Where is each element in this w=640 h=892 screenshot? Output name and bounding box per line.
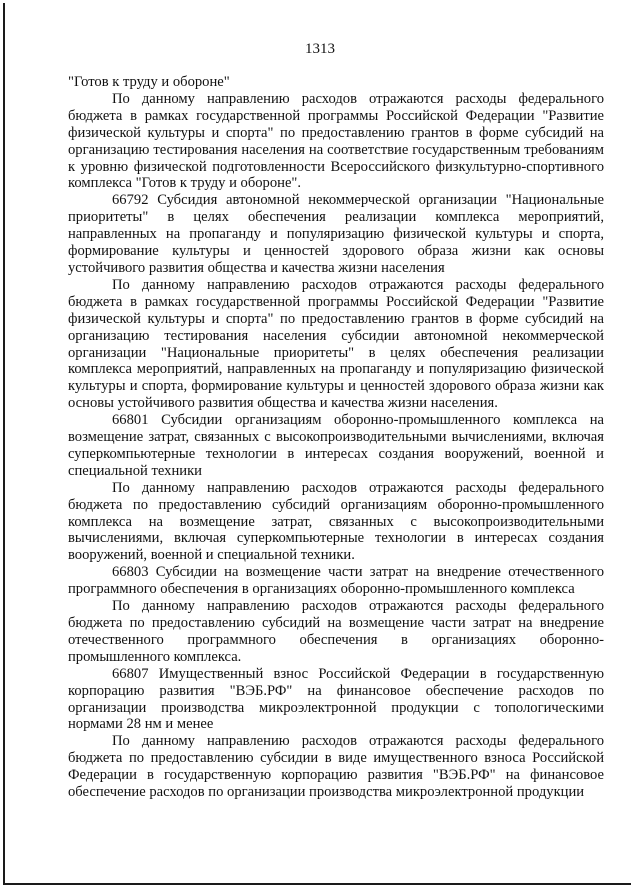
- page-number: 1313: [305, 41, 335, 57]
- paragraph: 66792 Субсидия автономной некоммерческой организации "Национальные приоритеты" в целях обеспечения реализации комплекса мероприятий, направленных на пропаганду и популяризацию физической культуры и спорта, формирование культуры и ценностей здорового образа жизни как основы устойчивого развития общества и качества жизни населения: [68, 192, 604, 276]
- paragraph: 66807 Имущественный взнос Российской Федерации в государственную корпорацию развития "ВЭБ.РФ" на финансовое обеспечение расходов по организации производства микроэлектронной продукции с топологическими нормами 28 нм и менее: [68, 665, 604, 733]
- paragraph: "Готов к труду и обороне": [68, 74, 230, 90]
- document-body: [68, 74, 604, 801]
- paragraph: По данному направлению расходов отражаются расходы федерального бюджета по предоставлению субсидий организациям оборонно-промышленного комплекса на возмещение затрат, связанных с высокопроизводительными вычислениями, включая суперкомпьютерные технологии в интересах создания вооружений, военной и специальной техники.: [68, 479, 604, 564]
- paragraph: По данному направлению расходов отражаются расходы федерального бюджета в рамках государственной программы Российской Федерации "Развитие физической культуры и спорта" по предоставлению грантов в форме субсидий на организацию тестирования населения субсидии автономной некоммерческой организации "Национальные приоритеты" в целях обеспечения реализации комплекса мероприятий, направленных на пропаганду и популяризацию физической культуры и спорта, формирование культуры и ценностей здорового образа жизни как основы устойчивого развития общества и качества жизни населения.: [68, 276, 604, 412]
- paragraph: 66803 Субсидии на возмещение части затрат на внедрение отечественного программного обеспечения в организациях оборонно-промышленного комплекса: [68, 564, 604, 598]
- paragraph: По данному направлению расходов отражаются расходы федерального бюджета по предоставлению субсидий на возмещение части затрат на внедрение отечественного программного обеспечения в организациях оборонно-промышленного комплекса.: [68, 598, 604, 665]
- paragraph: По данному направлению расходов отражаются расходы федерального бюджета по предоставлению субсидии в виде имущественного взноса Российской Федерации в государственную корпорацию развития "ВЭБ.РФ" на финансовое обеспечение расходов по организации производства микроэлектронной продукции: [68, 733, 604, 801]
- paragraph: 66801 Субсидии организациям оборонно-промышленного комплекса на возмещение затрат, связанных с высокопроизводительными вычислениями, включая суперкомпьютерные технологии в интересах создания вооружений, военной и специальной техники: [68, 412, 604, 479]
- paragraph: По данному направлению расходов отражаются расходы федерального бюджета в рамках государственной программы Российской Федерации "Развитие физической культуры и спорта" по предоставлению грантов в форме субсидий на организацию тестирования населения на соответствие государственным требованиям к уровню физической подготовленности Всероссийского физкультурно-спортивного комплекса "Готов к труду и обороне".: [68, 90, 604, 192]
